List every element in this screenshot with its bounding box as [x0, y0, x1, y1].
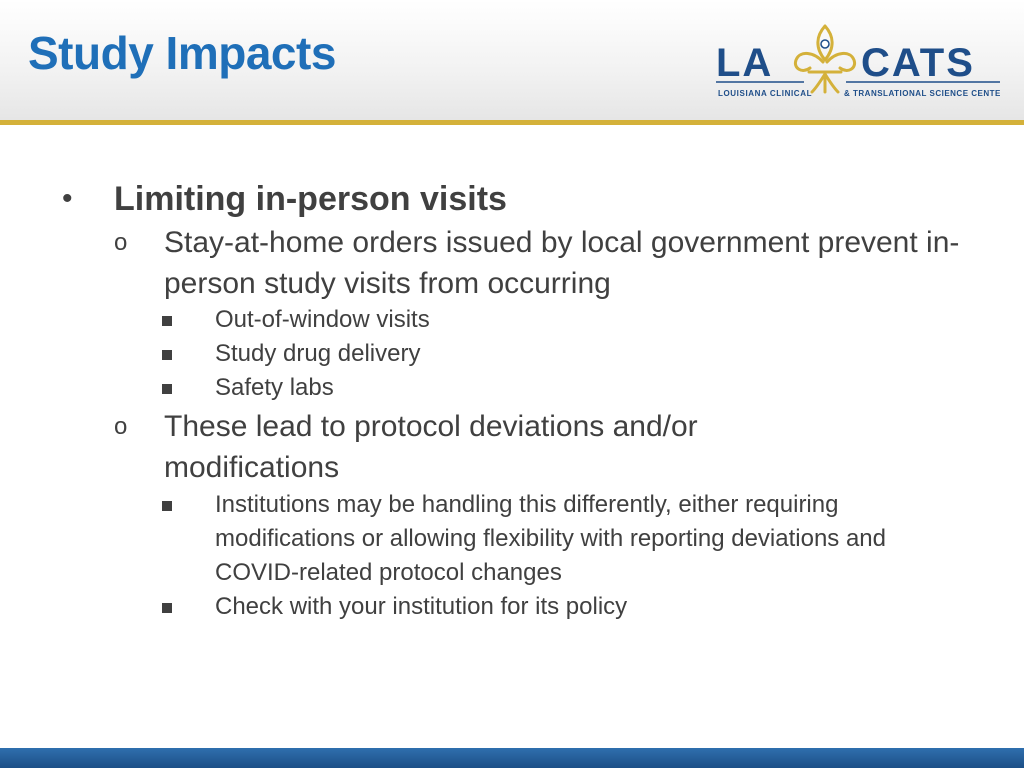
bullet-level3-check-institution: Check with your institution for its policy	[215, 593, 628, 620]
bullet-marker-level2: o	[114, 229, 128, 256]
logo-la-text: LA	[716, 41, 774, 85]
bullet-level3-drug-delivery: Study drug delivery	[215, 340, 421, 367]
bullet-marker-level3	[162, 384, 172, 394]
bullet-level1-limiting-visits: Limiting in-person visits	[114, 180, 507, 218]
bullet-marker-level3	[162, 501, 172, 511]
bullet-level2-stay-at-home: Stay-at-home orders issued by local government prevent in-person study visits from occurring	[164, 226, 960, 300]
header-gold-rule	[0, 120, 1024, 125]
footer-bar	[0, 748, 1024, 768]
bullet-level3-out-of-window: Out-of-window visits	[215, 306, 430, 333]
logo-tagline-left: LOUISIANA CLINICAL	[718, 89, 813, 98]
bullet-marker-level3	[162, 316, 172, 326]
slide-title: Study Impacts	[28, 27, 336, 79]
bullet-marker-level3	[162, 350, 172, 360]
bullet-level3-institutions-handling: Institutions may be handling this differently, either requiring modifications or allowing flexibility with reporting deviations and COVID-related protocol changes	[215, 491, 887, 586]
bullet-level2-protocol-deviations: These lead to protocol deviations and/or modifications	[164, 410, 698, 484]
la-cats-logo	[716, 22, 1000, 100]
bullet-marker-level2: o	[114, 413, 128, 440]
bullet-level3-safety-labs: Safety labs	[215, 374, 334, 401]
bullet-marker-level3	[162, 603, 172, 613]
logo-cats-text: CATS	[861, 41, 975, 85]
bullet-marker-level1: •	[62, 182, 73, 215]
logo-tagline-right: & TRANSLATIONAL SCIENCE CENTER	[844, 89, 1000, 98]
fleur-de-lis-icon	[795, 26, 854, 92]
